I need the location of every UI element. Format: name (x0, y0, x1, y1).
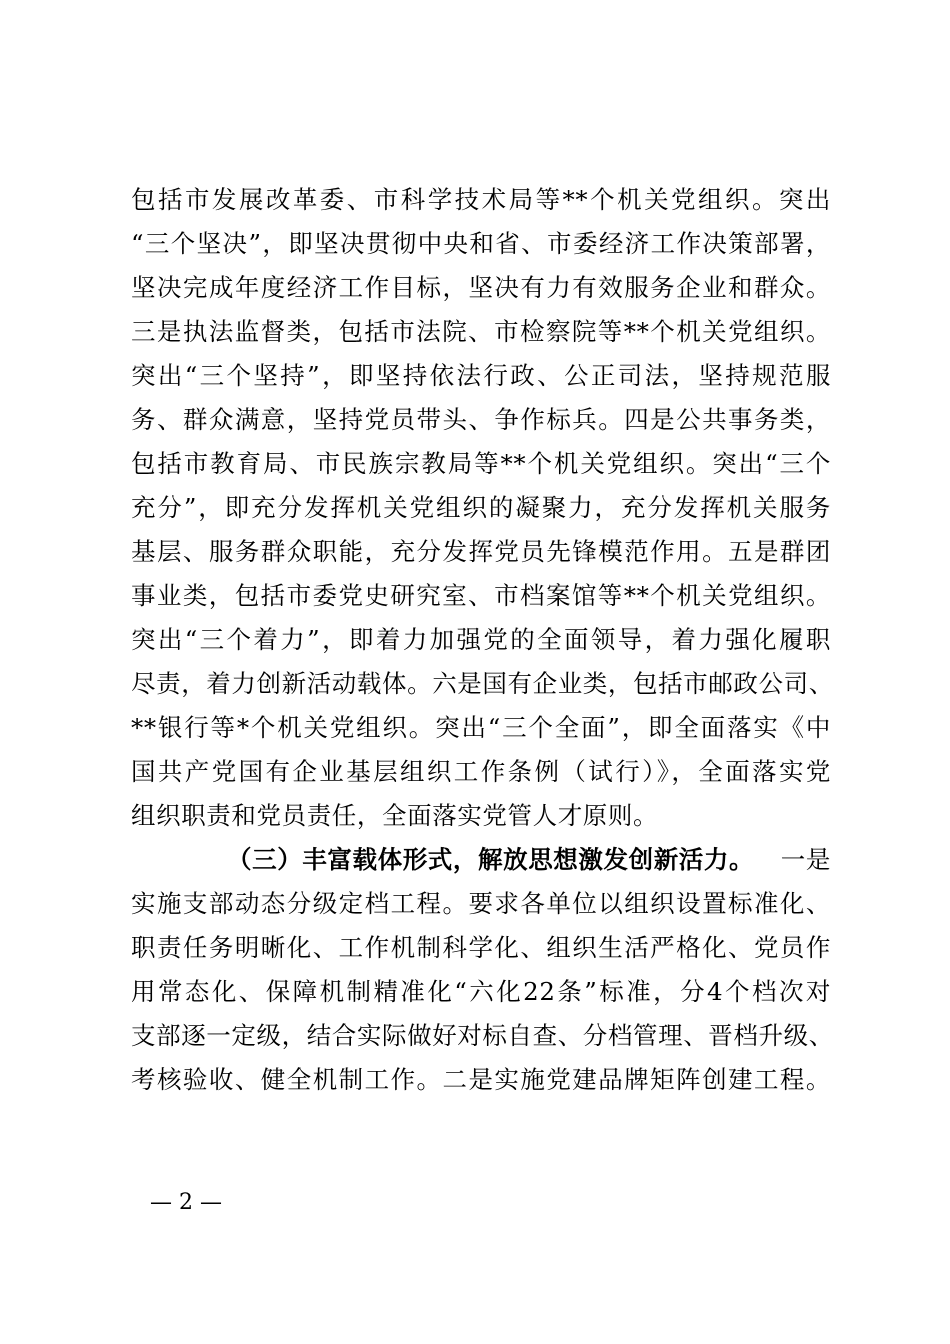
section-first-line-rest: 一是 (780, 845, 831, 874)
body-text-line: 考核验收、健全机制工作。二是实施党建品牌矩阵创建工程。 (131, 1065, 831, 1094)
body-text-line: 职责任务明晰化、工作机制科学化、组织生活严格化、党员作 (131, 933, 831, 962)
section-heading: （三）丰富载体形式，解放思想激发创新活力。 (227, 845, 755, 874)
body-text-line: 国共产党国有企业基层组织工作条例（试行）》，全面落实党 (131, 757, 831, 786)
body-text-line: 用常态化、保障机制精准化“六化22条”标准，分4个档次对 (131, 977, 831, 1006)
body-text-line: 实施支部动态分级定档工程。要求各单位以组织设置标准化、 (131, 889, 831, 918)
body-text-line: 组织职责和党员责任，全面落实党管人才原则。 (131, 801, 659, 830)
body-text-line: 基层、服务群众职能，充分发挥党员先锋模范作用。五是群团 (131, 537, 831, 566)
body-text-line: 三是执法监督类，包括市法院、市检察院等**个机关党组织。 (131, 317, 831, 346)
page-number: — 2 — (150, 1190, 222, 1215)
body-text-line: 突出“三个坚持”，即坚持依法行政、公正司法，坚持规范服 (131, 361, 831, 390)
body-text-line: 支部逐一定级，结合实际做好对标自查、分档管理、晋档升级、 (131, 1021, 834, 1050)
body-text-line: 坚决完成年度经济工作目标，坚决有力有效服务企业和群众。 (131, 273, 831, 302)
body-text-line: 尽责，着力创新活动载体。六是国有企业类，包括市邮政公司、 (131, 669, 834, 698)
section-heading-line (227, 842, 831, 878)
body-text-line: **银行等*个机关党组织。突出“三个全面”，即全面落实《中 (131, 713, 831, 742)
body-text-line: “三个坚决”，即坚决贯彻中央和省、市委经济工作决策部署， (131, 229, 831, 258)
body-text-line: 包括市发展改革委、市科学技术局等**个机关党组织。突出 (131, 185, 831, 214)
body-text-line: 突出“三个着力”，即着力加强党的全面领导，着力强化履职 (131, 625, 831, 654)
body-text-line: 充分”，即充分发挥机关党组织的凝聚力，充分发挥机关服务 (131, 493, 831, 522)
body-text-line: 包括市教育局、市民族宗教局等**个机关党组织。突出“三个 (131, 449, 831, 478)
body-text-line: 事业类，包括市委党史研究室、市档案馆等**个机关党组织。 (131, 581, 831, 610)
body-text-line: 务、群众满意，坚持党员带头、争作标兵。四是公共事务类， (131, 405, 831, 434)
